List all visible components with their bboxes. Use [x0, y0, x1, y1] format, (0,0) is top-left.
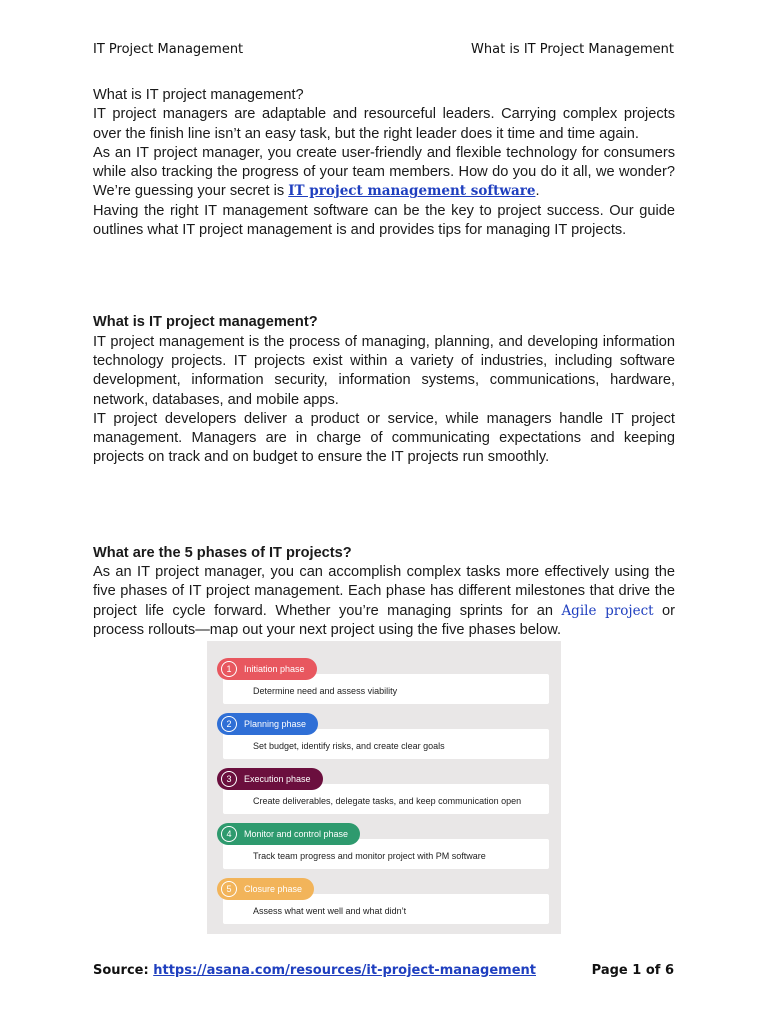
phase-pill [217, 713, 318, 735]
section-2-text-end: or process rollouts—map out your next project using the five phases below. [93, 602, 676, 638]
header-title-right: What is IT Project Management [471, 42, 674, 57]
phase-name: Planning phase [244, 719, 307, 729]
phase-pill [217, 658, 317, 680]
section-1-paragraph-2: IT project developers deliver a product or service, while managers handle IT project management. Managers are in charge of communicating expectations and keeping projects on track and on budget to ensure the IT projects run smoothly. [93, 410, 675, 466]
phase-name: Monitor and control phase [244, 829, 349, 839]
page-number: Page 1 of 6 [591, 963, 674, 978]
intro-paragraph-1: IT project managers are adaptable and resourceful leaders. Carrying complex projects over the finish line isn’t an easy task, but the right leader does it time and time again. [93, 106, 675, 142]
phase-number: 1 [221, 661, 237, 677]
intro-paragraph-2-text: As an IT project manager, you create user-friendly and flexible technology for consumers while also tracking the progress of your team members. How do you do it all, we wonder? We’re guessing your secret is [93, 144, 675, 200]
phase-number: 2 [221, 716, 237, 732]
source-link[interactable]: https://asana.com/resources/it-project-management [153, 963, 536, 978]
section-2-paragraph [93, 563, 675, 640]
phase-description: Determine need and assess viability [253, 686, 398, 696]
intro-paragraph-2-end: . [535, 183, 540, 200]
phase-pill [217, 878, 314, 900]
footer-source [93, 963, 536, 978]
intro-paragraph-2 [93, 144, 675, 202]
section-1-heading: What is IT project management? [93, 314, 318, 331]
pm-software-link[interactable]: IT project management software [288, 183, 536, 200]
phase-number: 3 [221, 771, 237, 787]
phase-name: Execution phase [244, 774, 311, 784]
phase-description: Create deliverables, delegate tasks, and keep communication open [253, 796, 522, 806]
phases-figure [207, 641, 561, 934]
section-2-text: As an IT project manager, you can accomplish complex tasks more effectively using the five phases of IT project management. Each phase has different milestones that drive the project life cycle forward. Whether you’re managing sprints for an [93, 564, 675, 619]
footer-source-label: Source: [93, 963, 154, 978]
intro-paragraph-3: Having the right IT management software can be the key to project success. Our guide outlines what IT project management is and provides tips for managing IT projects. [93, 202, 675, 239]
section-1-paragraph-1: IT project management is the process of managing, planning, and developing information technology projects. IT projects exist within a variety of industries, including software development, information security, information systems, communications, hardware, network, databases, and mobile apps. [93, 333, 675, 408]
agile-project-link[interactable]: Agile project [561, 602, 654, 619]
phase-description: Track team progress and monitor project with PM software [253, 851, 486, 861]
phase-name: Closure phase [244, 884, 303, 894]
phase-description: Set budget, identify risks, and create clear goals [253, 741, 445, 751]
phase-number: 5 [221, 881, 237, 897]
phase-description: Assess what went well and what didn’t [253, 906, 407, 916]
phase-name: Initiation phase [244, 664, 305, 674]
intro-title: What is IT project management? [93, 87, 304, 103]
document-body [93, 86, 675, 640]
section-2-heading: What are the 5 phases of IT projects? [93, 544, 352, 561]
phase-pill [217, 823, 360, 845]
header-title-left: IT Project Management [93, 42, 244, 57]
phase-number: 4 [221, 826, 237, 842]
phase-pill [217, 768, 323, 790]
